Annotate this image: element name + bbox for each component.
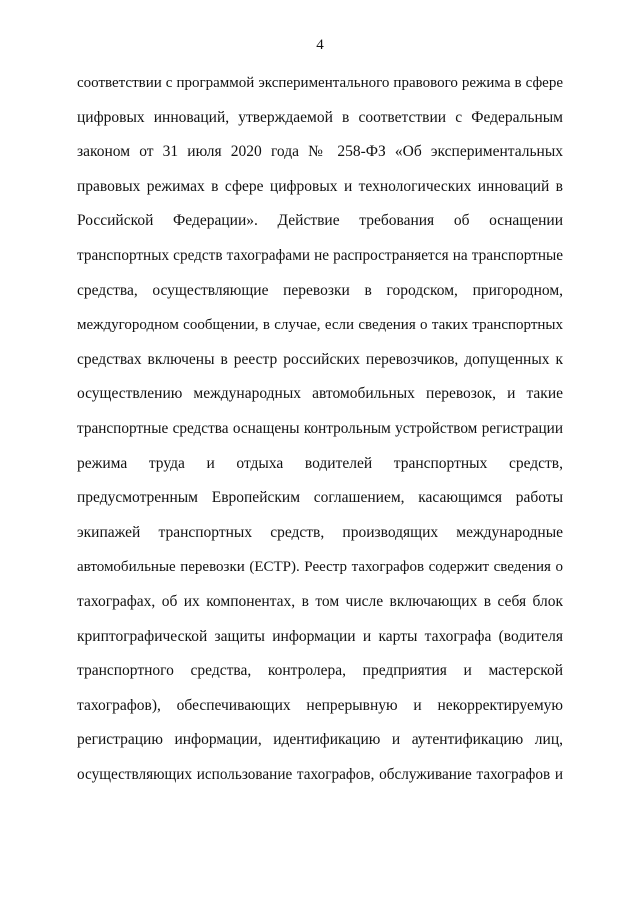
text-line-9: средствах включены в реестр российских перевозчиков, допущенных к	[77, 350, 563, 368]
text-line-13: предусмотренным Европейским соглашением, касающимся работы	[77, 489, 563, 507]
text-line-19: тахографов), обеспечивающих непрерывную и некорректируемую	[77, 696, 563, 714]
text-line-11: транспортные средства оснащены контрольным устройством регистрации	[77, 419, 563, 437]
text-line-4: правовых режимах в сфере цифровых и технологических инноваций в	[77, 177, 563, 195]
text-line-17: криптографической защиты информации и карты тахографа (водителя	[77, 627, 563, 645]
text-line-5: Российской Федерации». Действие требования об оснащении	[77, 212, 563, 230]
text-line-20: регистрацию информации, идентификацию и аутентификацию лиц,	[77, 731, 563, 749]
text-line-16: тахографах, об их компонентах, в том числе включающих в себя блок	[77, 592, 563, 610]
text-line-18: транспортного средства, контролера, предприятия и мастерской	[77, 662, 563, 680]
text-line-15: автомобильные перевозки (ЕСТР). Реестр тахографов содержит сведения о	[77, 559, 563, 576]
body-text	[77, 66, 563, 792]
text-line-7: средства, осуществляющие перевозки в городском, пригородном,	[77, 281, 563, 299]
page-number: 4	[316, 37, 324, 53]
text-line-2: цифровых инноваций, утверждаемой в соответствии с Федеральным	[77, 108, 563, 126]
text-line-10: осуществлению международных автомобильных перевозок, и такие	[77, 385, 563, 403]
text-line-3: законом от 31 июля 2020 года № 258-ФЗ «Об экспериментальных	[77, 143, 563, 161]
text-line-21: осуществляющих использование тахографов, обслуживание тахографов и	[77, 765, 563, 783]
text-line-8: междугородном сообщении, в случае, если сведения о таких транспортных	[77, 317, 563, 334]
text-line-6: транспортных средств тахографами не распространяется на транспортные	[77, 246, 563, 264]
text-line-1: соответствии с программой экспериментального правового режима в сфере	[77, 75, 563, 91]
text-line-12: режима труда и отдыха водителей транспортных средств,	[77, 454, 563, 472]
text-line-14: экипажей транспортных средств, производящих международные	[77, 523, 563, 541]
